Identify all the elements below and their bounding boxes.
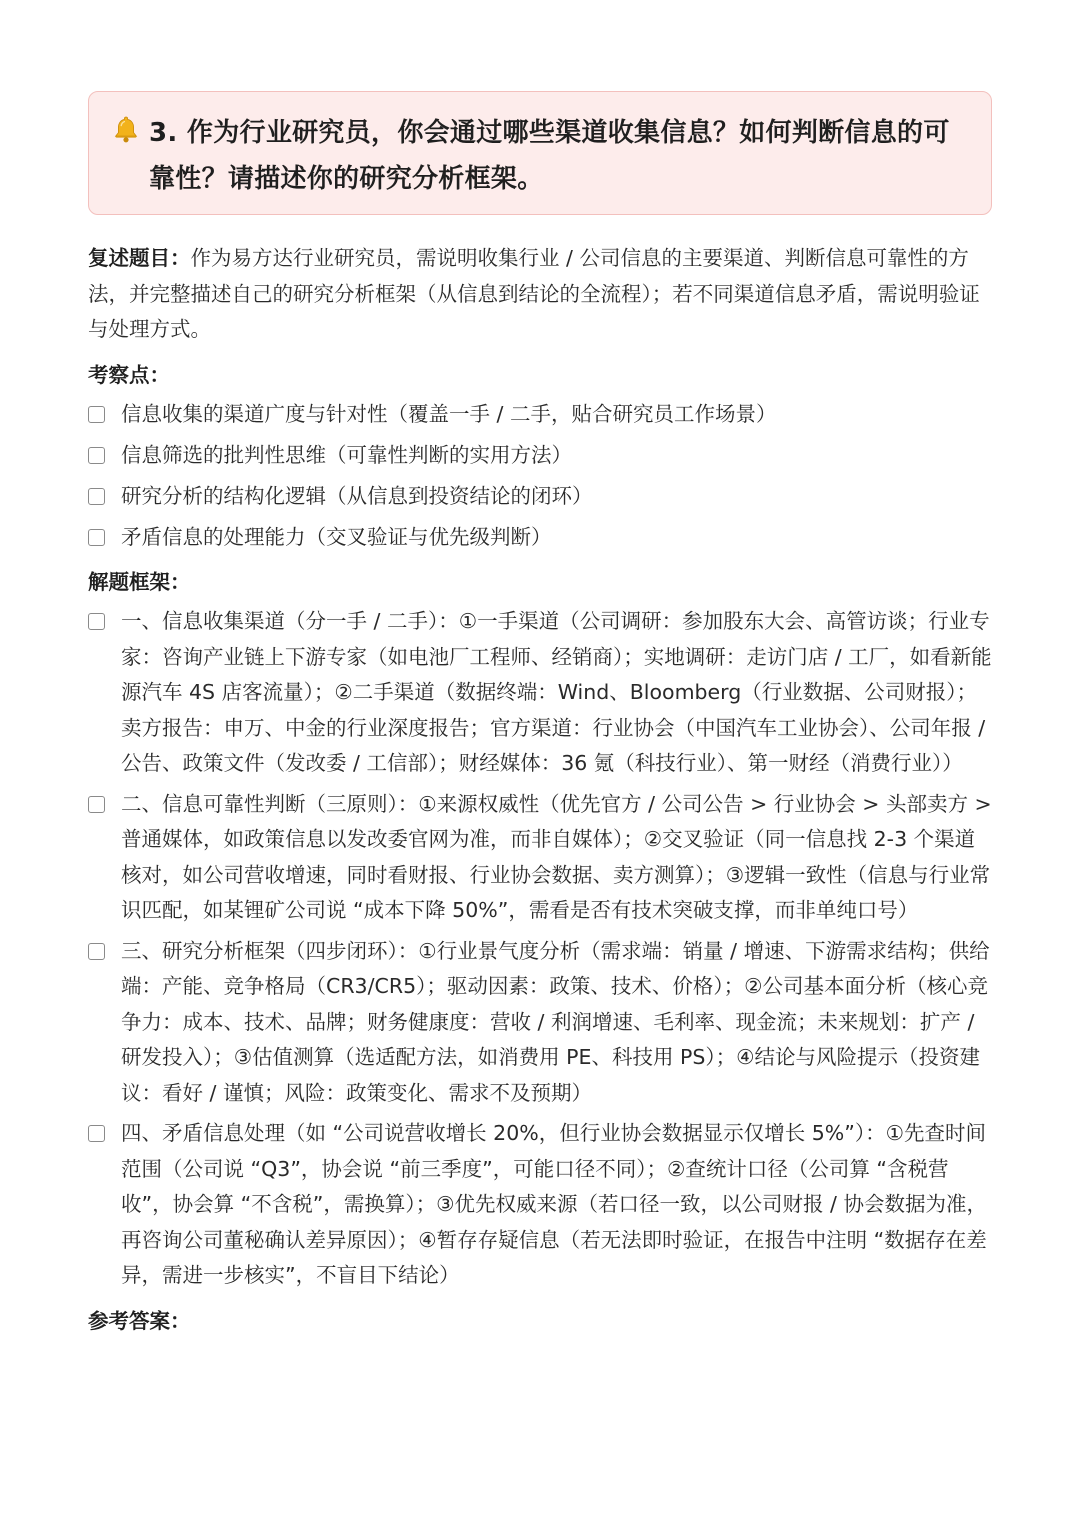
restate-paragraph	[88, 241, 992, 348]
framework-item-text: 三、研究分析框架（四步闭环）：①行业景气度分析（需求端：销量 / 增速、下游需求结构；供给端：产能、竞争格局（CR3/CR5）；驱动因素：政策、技术、价格）；②公司基本面分析（核心竞争力：成本、技术、品牌；财务健康度：营收 / 利润增速、毛利率、现金流；未来规划：扩产 / 研发投入）；③估值测算（选适配方法，如消费用 PE、科技用 PS）；④结论与风险提示（投资建议：看好 / 谨慎；风险：政策变化、需求不及预期）	[121, 938, 990, 1105]
framework-item-text: 四、矛盾信息处理（如 “公司说营收增长 20%，但行业协会数据显示仅增长 5%”）：①先查时间范围（公司说 “Q3”，协会说 “前三季度”，可能口径不同）；②查统计口径（公司算 “含税营收”，协会算 “不含税”，需换算）；③优先权威来源（若口径一致，以公司财报 / 协会数据为准，再咨询公司董秘确认差异原因）；④暂存存疑信息（若无法即时验证，在报告中注明 “数据存在差异，需进一步核实”，不盲目下结论）	[121, 1121, 987, 1287]
checkbox[interactable]	[88, 406, 105, 423]
checkbox[interactable]	[88, 529, 105, 546]
framework-list	[88, 604, 992, 1294]
kaocha-title: 考察点：	[88, 362, 170, 387]
restate-text: 作为易方达行业研究员，需说明收集行业 / 公司信息的主要渠道、判断信息可靠性的方法，并完整描述自己的研究分析框架（从信息到结论的全流程）；若不同渠道信息矛盾，需说明验证与处理方式。	[88, 246, 980, 341]
kaocha-item-text: 研究分析的结构化逻辑（从信息到投资结论的闭环）	[121, 483, 593, 508]
framework-item	[88, 787, 992, 929]
checkbox[interactable]	[88, 796, 105, 813]
kaocha-item	[88, 438, 992, 474]
kaocha-item-text: 信息筛选的批判性思维（可靠性判断的实用方法）	[121, 442, 572, 467]
checkbox[interactable]	[88, 488, 105, 505]
checkbox[interactable]	[88, 447, 105, 464]
framework-item	[88, 604, 992, 782]
checkbox[interactable]	[88, 1125, 105, 1142]
answer-title: 参考答案：	[88, 1308, 191, 1333]
framework-item	[88, 934, 992, 1112]
framework-item-text: 二、信息可靠性判断（三原则）：①来源权威性（优先官方 / 公司公告 > 行业协会 > 头部卖方 > 普通媒体，如政策信息以发改委官网为准，而非自媒体）；②交叉验证（同一信息找 2-3 个渠道核对，如公司营收增速，同时看财报、行业协会数据、卖方测算）；③逻辑一致性（信息与行业常识匹配，如某锂矿公司说 “成本下降 50%”，需看是否有技术突破支撑，而非单纯口号）	[121, 791, 992, 922]
kaocha-item-text: 矛盾信息的处理能力（交叉验证与优先级判断）	[121, 524, 552, 549]
framework-item	[88, 1116, 992, 1294]
framework-title: 解题框架：	[88, 570, 191, 594]
kaocha-item	[88, 479, 992, 515]
framework-item-text: 一、信息收集渠道（分一手 / 二手）：①一手渠道（公司调研：参加股东大会、高管访谈；行业专家：咨询产业链上下游专家（如电池厂工程师、经销商）；实地调研：走访门店 / 工厂，如看新能源汽车 4S 店客流量）；②二手渠道（数据终端：Wind、Bloomberg（行业数据、公司财报）；卖方报告：申万、中金的行业深度报告；官方渠道：行业协会（中国汽车工业协会）、公司年报 / 公告、政策文件（发改委 / 工信部）；财经媒体：36 氪（科技行业）、第一财经（消费行业））	[121, 609, 992, 775]
bell-icon	[111, 114, 141, 144]
kaocha-item-text: 信息收集的渠道广度与针对性（覆盖一手 / 二手，贴合研究员工作场景）	[121, 401, 777, 426]
kaocha-item	[88, 397, 992, 433]
checkbox[interactable]	[88, 943, 105, 960]
checkbox[interactable]	[88, 613, 105, 630]
restate-label: 复述题目：	[88, 246, 191, 270]
kaocha-item	[88, 520, 992, 556]
question-callout	[88, 91, 992, 215]
question-title: 3. 作为行业研究员，你会通过哪些渠道收集信息？如何判断信息的可靠性？请描述你的研究分析框架。	[149, 118, 950, 194]
kaocha-list	[88, 397, 992, 556]
